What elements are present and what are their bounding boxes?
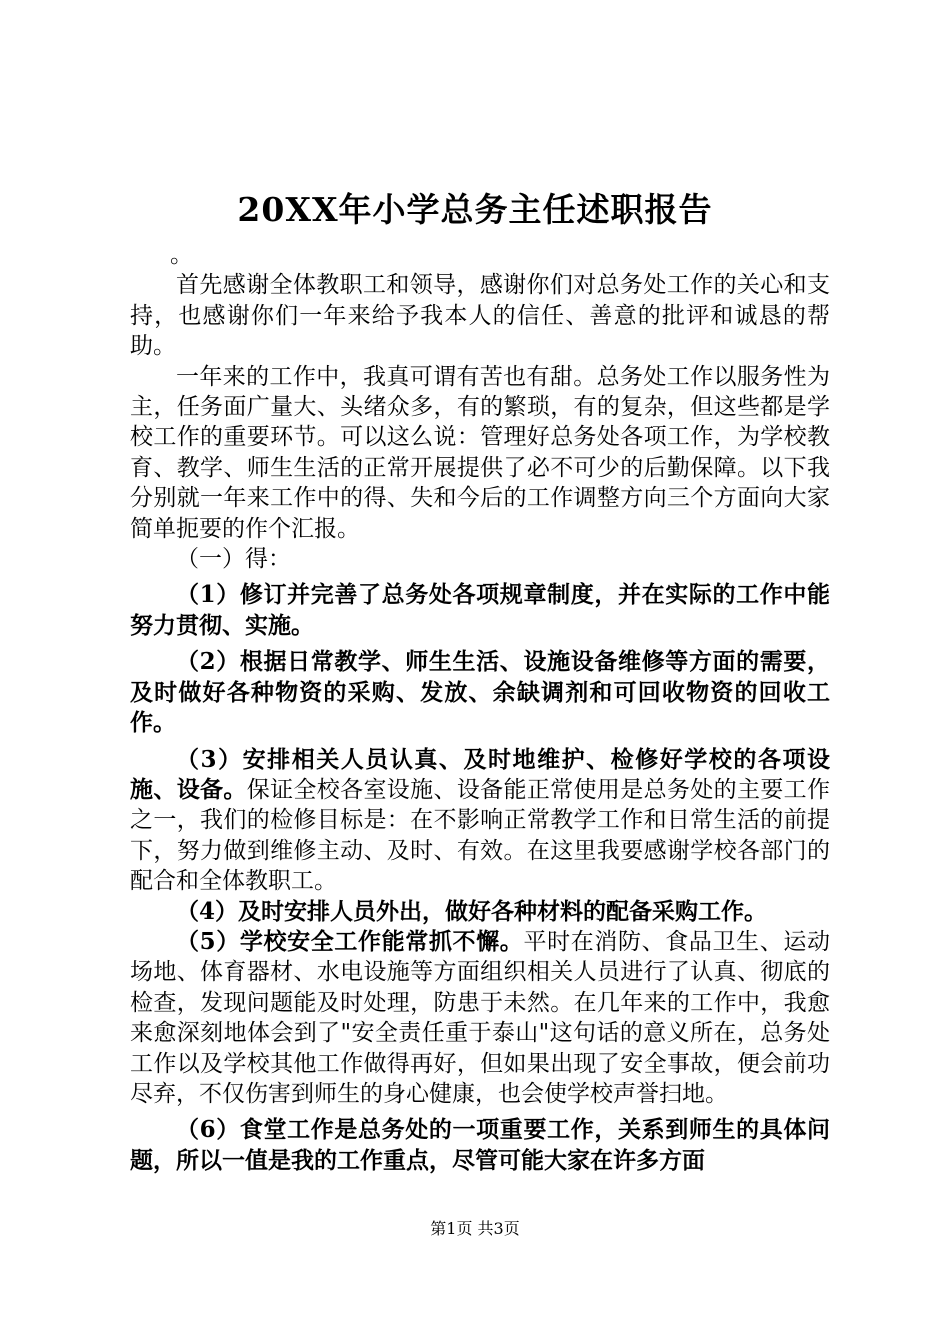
list-item-6: （6）食堂工作是总务处的一项重要工作，关系到师生的具体问题，所以一值是我的工作重点，尽管可能大家在许多方面: [130, 1116, 830, 1174]
paragraph-overview: 一年来的工作中，我真可谓有苦也有甜。总务处工作以服务性为主，任务面广量大、头绪众多，有的繁琐，有的复杂，但这些都是学校工作的重要环节。可以这么说：管理好总务处各项工作，为学校教育、教学、师生生活的正常开展提供了必不可少的后勤保障。以下我分别就一年来工作中的得、失和今后的工作调整方向三个方面向大家简单扼要的作个汇报。: [130, 363, 830, 542]
document-body: [130, 240, 830, 1176]
list-item-4: （4）及时安排人员外出，做好各种材料的配备采购工作。: [176, 897, 768, 925]
list-item-3-heading: （3）安排相关人员认真、及时地维护、检修好学校的各项设施、设备。: [130, 745, 830, 803]
list-item-2: （2）根据日常教学、师生生活、设施设备维修等方面的需要，及时做好各种物资的采购、发放、余缺调剂和可回收物资的回收工作。: [130, 648, 830, 737]
page-footer: 第1页 共3页: [430, 1219, 520, 1238]
document-title: 20XX年小学总务主任述职报告: [237, 190, 713, 229]
list-item-5: [130, 927, 830, 1109]
list-item-3-body: 保证全校各室设施、设备能正常使用是总务处的主要工作之一，我们的检修目标是：在不影响正常教学工作和日常生活的前提下，努力做到维修主动、及时、有效。在这里我要感谢学校各部门的配合和全体教职工。: [130, 776, 831, 895]
section-heading-gains: （一）得：: [176, 546, 291, 573]
list-item-5-body: 平时在消防、食品卫生、运动场地、体育器材、水电设施等方面组织相关人员进行了认真、彻底的检查，发现问题能及时处理，防患于未然。在几年来的工作中，我愈来愈深刻地体会到了"安全责任重于泰山"这句话的意义所在，总务处工作以及学校其他工作做得再好，但如果出现了安全事故，便会前功尽弃，不仅伤害到师生的身心健康，也会使学校声誉扫地。: [130, 928, 831, 1107]
list-item-5-heading: （5）学校安全工作能常抓不懈。: [176, 927, 524, 955]
intro-mark-text: 。: [170, 242, 193, 268]
list-item-1: （1）修订并完善了总务处各项规章制度，并在实际的工作中能努力贯彻、实施。: [130, 581, 830, 639]
paragraph-thanks: 首先感谢全体教职工和领导，感谢你们对总务处工作的关心和支持，也感谢你们一年来给予我本人的信任、善意的批评和诚恳的帮助。: [130, 272, 830, 360]
intro-mark: [130, 240, 830, 270]
list-item-3: [130, 745, 830, 897]
